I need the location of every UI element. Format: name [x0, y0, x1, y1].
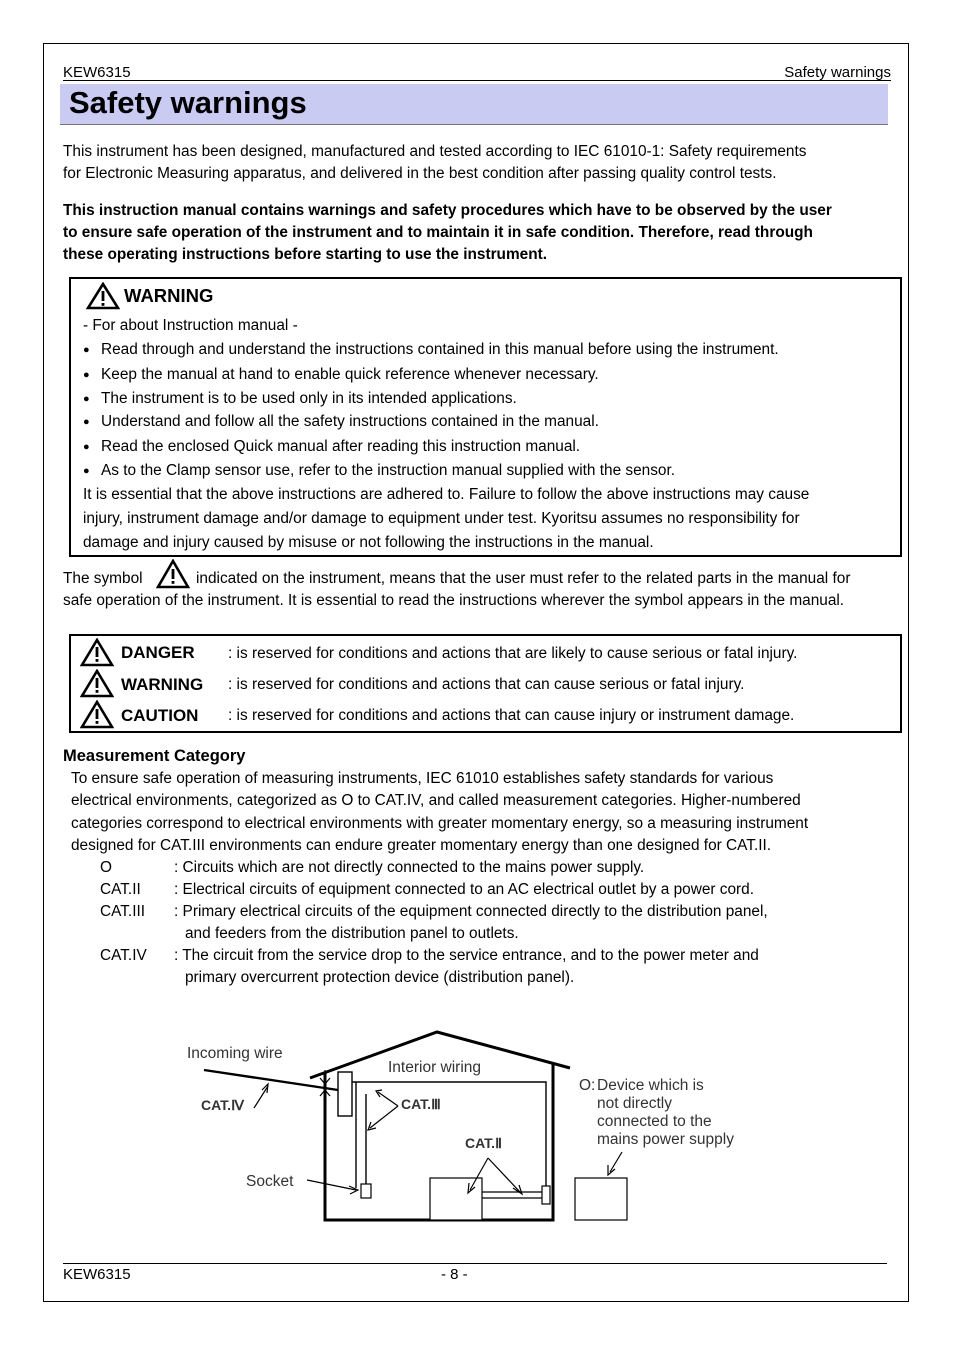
def-cont-cat3: and feeders from the distribution panel to outlets. [185, 925, 519, 942]
def-term-o: O [100, 859, 112, 876]
warning-bullet: ● Read the enclosed Quick manual after reading this instruction manual. [101, 435, 580, 459]
caution-label: CAUTION [121, 706, 199, 725]
measurement-line: designed for CAT.III environments can endure greater momentary energy than one designed for CAT.II. [71, 836, 772, 854]
incoming-wire-label: Incoming wire [187, 1045, 283, 1062]
footer-rule [63, 1263, 887, 1264]
caution-triangle-icon [80, 700, 114, 729]
measurement-heading: Measurement Category [63, 747, 246, 765]
intro-paragraph [63, 141, 889, 185]
page-number: - 8 - [441, 1266, 468, 1283]
o-desc-line: Device which is [597, 1077, 704, 1094]
symbol-text-line2: safe operation of the instrument. It is essential to read the instructions wherever the symbol appears in the manual. [63, 592, 845, 609]
warning-bullet: ● As to the Clamp sensor use, refer to the instruction manual supplied with the sensor. [101, 459, 675, 483]
o-desc-line: mains power supply [597, 1131, 734, 1148]
interior-wiring-line [352, 1082, 546, 1188]
symbol-text-before: The symbol [63, 570, 143, 587]
danger-description: : is reserved for conditions and actions that are likely to cause serious or fatal injury. [228, 645, 798, 662]
symbol-text-after: indicated on the instrument, means that the user must refer to the related parts in the manual for [196, 570, 851, 587]
measurement-line: categories correspond to electrical environments with greater momentary energy, so a measuring instrument [71, 814, 809, 832]
header-model: KEW6315 [63, 64, 131, 81]
def-cont-cat4: primary overcurrent protection device (distribution panel). [185, 969, 575, 986]
def-desc-o: : Circuits which are not directly connected to the mains power supply. [174, 859, 645, 876]
warning-bullet: ● The instrument is to be used only in its intended applications. [101, 387, 517, 411]
equipment-box [430, 1178, 482, 1220]
caution-description: : is reserved for conditions and actions that can cause injury or instrument damage. [228, 707, 795, 724]
incoming-wire-line [204, 1070, 338, 1090]
measurement-paragraph [71, 768, 808, 857]
warning-closing-line: injury, instrument damage and/or damage to equipment under test. Kyoritsu assumes no responsibility for [83, 510, 800, 527]
cat4-label: CAT.Ⅳ [201, 1097, 244, 1113]
external-device-box [575, 1178, 627, 1220]
intro-line: for Electronic Measuring apparatus, and delivered in the best condition after passing quality control tests. [63, 165, 777, 182]
o-label: O: [579, 1077, 596, 1094]
bold-line: This instruction manual contains warnings and safety procedures which have to be observed by the user [63, 202, 832, 219]
def-term-cat3: CAT.III [100, 903, 146, 920]
footer-model: KEW6315 [63, 1266, 131, 1283]
def-term-cat2: CAT.II [100, 881, 141, 898]
warning-bullet: ● Keep the manual at hand to enable quick reference whenever necessary. [101, 363, 599, 387]
cat3-label: CAT.Ⅲ [401, 1096, 441, 1112]
warning-closing-line: damage and injury caused by misuse or not following the instructions in the manual. [83, 534, 654, 551]
warning-box-heading: WARNING [124, 285, 214, 306]
def-term-cat4: CAT.IV [100, 947, 147, 964]
interior-wiring-label: Interior wiring [388, 1059, 482, 1076]
warning-closing-line: It is essential that the above instructions are adhered to. Failure to follow the above instructions may cause [83, 486, 810, 503]
def-desc-cat3: : Primary electrical circuits of the equipment connected directly to the distribution panel, [174, 903, 768, 920]
bold-line: to ensure safe operation of the instrument and to maintain it in safe condition. Therefore, read through [63, 224, 813, 241]
warning-label: WARNING [121, 675, 204, 694]
danger-label: DANGER [121, 643, 195, 662]
def-desc-cat4: : The circuit from the service drop to the service entrance, and to the power meter and [174, 947, 759, 964]
warning-triangle-icon [86, 282, 120, 310]
o-desc-line: not directly [597, 1095, 672, 1112]
measurement-category-diagram [170, 1020, 770, 1230]
measurement-line: electrical environments, categorized as O to CAT.IV, and called measurement categories. Higher-numbered [71, 792, 801, 810]
header-section: Safety warnings [784, 64, 891, 81]
warning-description: : is reserved for conditions and actions that can cause serious or fatal injury. [228, 676, 745, 693]
warning-triangle-icon [80, 669, 114, 698]
socket-box [361, 1184, 371, 1198]
cat2-label: CAT.Ⅱ [465, 1135, 502, 1151]
distribution-panel [338, 1072, 352, 1116]
danger-triangle-icon [80, 638, 114, 667]
warning-box-title [86, 282, 213, 310]
measurement-line: To ensure safe operation of measuring instruments, IEC 61010 establishes safety standards for various [71, 770, 774, 787]
warning-bullet: ● Read through and understand the instructions contained in this manual before using the instrument. [101, 338, 779, 362]
caution-symbol-icon [156, 559, 190, 589]
bold-paragraph [63, 200, 889, 266]
warning-bullet: ● Understand and follow all the safety instructions contained in the manual. [101, 410, 599, 434]
page-title: Safety warnings [69, 85, 307, 120]
def-desc-cat2: : Electrical circuits of equipment connected to an AC electrical outlet by a power cord. [174, 881, 755, 898]
header-rule [63, 80, 891, 81]
intro-line: This instrument has been designed, manufactured and tested according to IEC 61010-1: Safety requirements [63, 143, 807, 160]
wall-outlet [542, 1186, 550, 1204]
socket-label: Socket [246, 1173, 294, 1190]
bold-line: these operating instructions before starting to use the instrument. [63, 246, 548, 263]
warning-subtitle: - For about Instruction manual - [83, 317, 298, 334]
o-desc-line: connected to the [597, 1113, 712, 1130]
